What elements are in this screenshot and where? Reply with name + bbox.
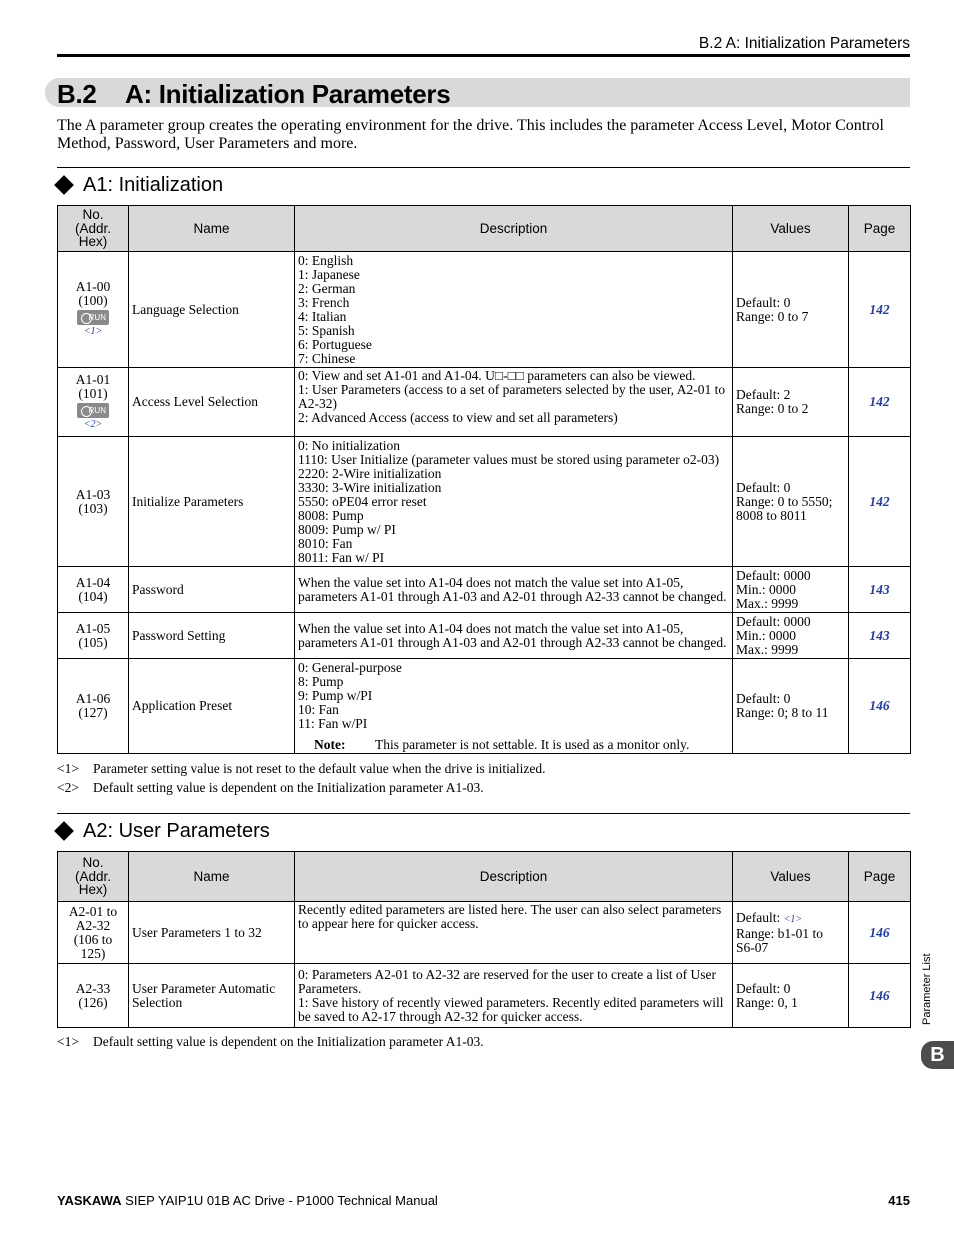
col-header-values: Values (733, 852, 849, 902)
table-row (58, 368, 911, 437)
page-link[interactable]: 143 (869, 581, 890, 597)
section-number: B.2 (57, 79, 97, 109)
col-header-no: No. (Addr. Hex) (58, 206, 129, 252)
table-row (58, 437, 911, 567)
subhead-a1-text: A1: Initialization (83, 174, 224, 196)
param-name: Initialize Parameters (129, 437, 295, 567)
subhead-a2 (57, 820, 270, 843)
page-link[interactable]: 142 (869, 301, 890, 317)
table-header-row (58, 206, 911, 252)
param-page (849, 567, 911, 613)
table-row (58, 902, 911, 964)
page-link[interactable]: 142 (869, 493, 890, 509)
param-no: A1-00 (100) RUN <1> (58, 252, 129, 368)
footnote-ref[interactable]: <1> (83, 326, 103, 337)
param-description: When the value set into A1-04 does not match the value set into A1-05, parameters A1-01 through A1-03 and A2-01 through A2-33 cannot be changed. (295, 613, 733, 659)
page-footer (57, 1193, 438, 1208)
param-page (849, 964, 911, 1028)
param-values: Default: <1> Range: b1-01 to S6-07 (733, 902, 849, 964)
param-no: A1-06 (127) (58, 659, 129, 754)
footer-text: SIEP YAIP1U 01B AC Drive - P1000 Technical Manual (121, 1193, 438, 1208)
param-values: Default: 0 Range: 0, 1 (733, 964, 849, 1028)
footnote: <1> Default setting value is dependent on the Initialization parameter A1-03. (57, 1034, 484, 1049)
param-values: Default: 0 Range: 0 to 5550; 8008 to 8011 (733, 437, 849, 567)
param-page (849, 252, 911, 368)
param-description: 0: No initialization 1110: User Initialize (parameter values must be stored using parameter o2-03) 2220: 2-Wire initialization 3330: 3-Wire initialization 5550: oPE04 error reset 8008: Pump 8009: Pump w/ PI 8010: Fan 8011: Fan w/ PI (295, 437, 733, 567)
col-header-name: Name (129, 852, 295, 902)
footnote-ref[interactable]: <1> (783, 913, 803, 925)
running-header: B.2 A: Initialization Parameters (698, 35, 910, 52)
param-values: Default: 0000 Min.: 0000 Max.: 9999 (733, 567, 849, 613)
table-row (58, 964, 911, 1028)
col-header-page: Page (849, 852, 911, 902)
section-title (57, 79, 450, 110)
param-description: When the value set into A1-04 does not match the value set into A1-05, parameters A1-01 through A1-03 and A2-01 through A2-33 cannot be changed. (295, 567, 733, 613)
param-no: A1-03 (103) (58, 437, 129, 567)
subhead-a2-text: A2: User Parameters (83, 820, 270, 842)
a2-parameter-table (57, 851, 911, 1028)
param-page (849, 659, 911, 754)
param-name: Language Selection (129, 252, 295, 368)
run-icon: RUN (77, 310, 109, 325)
divider-a2 (57, 813, 910, 814)
col-header-description: Description (295, 852, 733, 902)
col-header-page: Page (849, 206, 911, 252)
note: Note: This parameter is not settable. It is used as a monitor only. (314, 736, 690, 752)
side-tab-b[interactable]: B (921, 1041, 954, 1069)
param-no: A1-05 (105) (58, 613, 129, 659)
page-link[interactable]: 146 (869, 924, 890, 940)
param-no: A2-01 to A2-32 (106 to 125) (58, 902, 129, 964)
param-name: User Parameters 1 to 32 (129, 902, 295, 964)
page-link[interactable]: 143 (869, 627, 890, 643)
section-title-text: A: Initialization Parameters (125, 79, 451, 109)
param-description: 0: Parameters A2-01 to A2-32 are reserved for the user to create a list of User Parameters. 1: Save history of recently viewed parameters. Recently edited parameters will be saved to A2-17 through A2-32 for quicker access. (295, 964, 733, 1028)
param-values: Default: 0000 Min.: 0000 Max.: 9999 (733, 613, 849, 659)
table-row (58, 252, 911, 368)
param-page (849, 368, 911, 437)
param-no: A1-04 (104) (58, 567, 129, 613)
run-icon: RUN (77, 403, 109, 418)
param-page (849, 613, 911, 659)
diamond-bullet-icon (54, 175, 74, 195)
param-description: 0: General-purpose 8: Pump 9: Pump w/PI 10: Fan 11: Fan w/PI Note: This parameter is not settable. It is used as a monitor only. (295, 659, 733, 754)
col-header-values: Values (733, 206, 849, 252)
page-number: 415 (888, 1193, 910, 1208)
diamond-bullet-icon (54, 821, 74, 841)
param-values: Default: 2 Range: 0 to 2 (733, 368, 849, 437)
table-row (58, 567, 911, 613)
page-link[interactable]: 146 (869, 698, 890, 713)
footnote: <2> Default setting value is dependent on the Initialization parameter A1-03. (57, 780, 484, 795)
param-description: 0: View and set A1-01 and A1-04. U□-□□ parameters can also be viewed. 1: User Parameters (access to a set of parameters selected by the user, A2-01 to A2-32) 2: Advanced Access (access to view and set all parameters) (295, 368, 733, 437)
a1-parameter-table (57, 205, 911, 754)
header-rule (57, 54, 910, 57)
intro-paragraph: The A parameter group creates the operating environment for the drive. This includes the parameter Access Level, Motor Control Method, Password, User Parameters and more. (57, 117, 884, 152)
footnote-ref[interactable]: <2> (83, 418, 103, 430)
divider-a1 (57, 167, 910, 168)
table-row (58, 659, 911, 754)
param-name: Password Setting (129, 613, 295, 659)
footer-brand: YASKAWA (57, 1193, 122, 1208)
param-page (849, 902, 911, 964)
param-page (849, 437, 911, 567)
param-description: 0: English 1: Japanese 2: German 3: French 4: Italian 5: Spanish 6: Portuguese 7: Chinese (295, 252, 733, 368)
param-no: A2-33 (126) (58, 964, 129, 1028)
col-header-name: Name (129, 206, 295, 252)
col-header-no: No. (Addr. Hex) (58, 852, 129, 902)
param-name: Application Preset (129, 659, 295, 754)
footnote: <1> Parameter setting value is not reset to the default value when the drive is initialized. (57, 761, 546, 776)
param-name: User Parameter Automatic Selection (129, 964, 295, 1028)
page-link[interactable]: 142 (869, 394, 890, 409)
subhead-a1 (57, 174, 223, 197)
col-header-description: Description (295, 206, 733, 252)
param-values: Default: 0 Range: 0 to 7 (733, 252, 849, 368)
param-no: A1-01 (101) RUN <2> (58, 368, 129, 437)
param-name: Access Level Selection (129, 368, 295, 437)
param-description: Recently edited parameters are listed here. The user can also select parameters to appear here for quicker access. (295, 902, 733, 964)
param-values: Default: 0 Range: 0; 8 to 11 (733, 659, 849, 754)
table-header-row (58, 852, 911, 902)
param-name: Password (129, 567, 295, 613)
table-row (58, 613, 911, 659)
page-link[interactable]: 146 (869, 987, 890, 1003)
side-tab-label: Parameter List (921, 953, 933, 1025)
